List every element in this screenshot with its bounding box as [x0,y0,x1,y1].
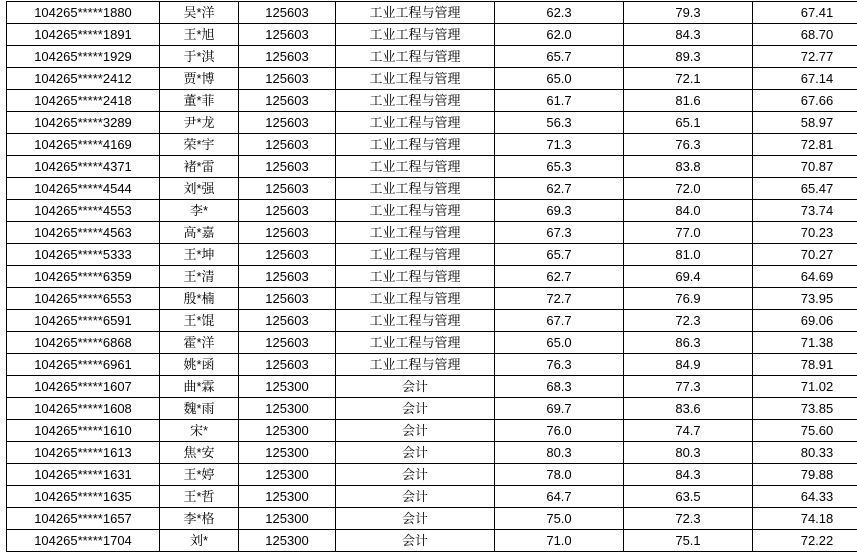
cell-total: 64.69 [753,266,857,288]
cell-name: 霍*洋 [160,332,239,354]
cell-name: 李* [160,200,239,222]
cell-name: 魏*雨 [160,398,239,420]
cell-major-code: 125603 [239,156,336,178]
cell-major-code: 125603 [239,288,336,310]
cell-score2: 63.5 [624,486,753,508]
table-row [7,310,857,332]
cell-score2: 65.1 [624,112,753,134]
cell-score2: 72.0 [624,178,753,200]
cell-score1: 76.3 [495,354,624,376]
cell-score2: 84.3 [624,24,753,46]
cell-major-code: 125603 [239,24,336,46]
cell-candidate-id: 104265*****6961 [7,354,160,376]
table-row [7,200,857,222]
cell-score1: 62.3 [495,2,624,24]
cell-major-name: 工业工程与管理 [336,310,495,332]
cell-candidate-id: 104265*****1631 [7,464,160,486]
cell-major-name: 工业工程与管理 [336,68,495,90]
cell-name: 殷*楠 [160,288,239,310]
cell-score1: 69.7 [495,398,624,420]
cell-major-code: 125603 [239,90,336,112]
cell-total: 73.95 [753,288,857,310]
cell-name: 王*清 [160,266,239,288]
cell-total: 75.60 [753,420,857,442]
cell-candidate-id: 104265*****5333 [7,244,160,266]
cell-candidate-id: 104265*****6591 [7,310,160,332]
cell-name: 荣*宇 [160,134,239,156]
cell-major-name: 会计 [336,464,495,486]
cell-score2: 81.0 [624,244,753,266]
cell-score1: 71.3 [495,134,624,156]
cell-score1: 71.0 [495,530,624,552]
cell-total: 72.77 [753,46,857,68]
cell-total: 67.41 [753,2,857,24]
cell-candidate-id: 104265*****1610 [7,420,160,442]
cell-major-name: 工业工程与管理 [336,222,495,244]
cell-candidate-id: 104265*****1880 [7,2,160,24]
table-row [7,156,857,178]
cell-candidate-id: 104265*****1607 [7,376,160,398]
cell-candidate-id: 104265*****1613 [7,442,160,464]
cell-score1: 76.0 [495,420,624,442]
table-row [7,134,857,156]
table-row [7,2,857,24]
cell-major-code: 125603 [239,332,336,354]
cell-score2: 76.9 [624,288,753,310]
cell-score2: 84.3 [624,464,753,486]
table-row [7,266,857,288]
cell-score2: 72.3 [624,310,753,332]
cell-score1: 62.0 [495,24,624,46]
cell-candidate-id: 104265*****4544 [7,178,160,200]
cell-score1: 80.3 [495,442,624,464]
cell-major-code: 125603 [239,68,336,90]
cell-name: 刘* [160,530,239,552]
table-row [7,222,857,244]
cell-candidate-id: 104265*****2412 [7,68,160,90]
cell-score2: 76.3 [624,134,753,156]
cell-score1: 65.0 [495,68,624,90]
cell-score2: 79.3 [624,2,753,24]
cell-major-code: 125603 [239,200,336,222]
table-row [7,354,857,376]
cell-score1: 75.0 [495,508,624,530]
table-row [7,24,857,46]
score-table-sheet [0,1,857,496]
table-row [7,508,857,530]
cell-candidate-id: 104265*****6868 [7,332,160,354]
table-row [7,288,857,310]
table-row [7,464,857,486]
table-row [7,442,857,464]
cell-candidate-id: 104265*****4553 [7,200,160,222]
cell-major-name: 工业工程与管理 [336,2,495,24]
cell-name: 吴*洋 [160,2,239,24]
cell-score2: 74.7 [624,420,753,442]
cell-name: 褚*雷 [160,156,239,178]
cell-major-name: 会计 [336,508,495,530]
cell-major-name: 工业工程与管理 [336,200,495,222]
cell-major-name: 工业工程与管理 [336,112,495,134]
cell-score1: 61.7 [495,90,624,112]
cell-score2: 83.6 [624,398,753,420]
cell-score1: 68.3 [495,376,624,398]
cell-name: 刘*强 [160,178,239,200]
cell-name: 曲*霖 [160,376,239,398]
cell-candidate-id: 104265*****4563 [7,222,160,244]
cell-total: 71.38 [753,332,857,354]
cell-total: 71.02 [753,376,857,398]
cell-candidate-id: 104265*****1929 [7,46,160,68]
cell-major-name: 工业工程与管理 [336,288,495,310]
cell-name: 王*婷 [160,464,239,486]
cell-total: 68.70 [753,24,857,46]
cell-name: 王*馄 [160,310,239,332]
cell-total: 72.22 [753,530,857,552]
table-row [7,244,857,266]
cell-major-code: 125603 [239,178,336,200]
cell-score1: 69.3 [495,200,624,222]
cell-major-name: 工业工程与管理 [336,156,495,178]
cell-name: 尹*龙 [160,112,239,134]
cell-score2: 77.0 [624,222,753,244]
cell-major-code: 125603 [239,310,336,332]
cell-score2: 69.4 [624,266,753,288]
cell-score2: 72.3 [624,508,753,530]
cell-total: 69.06 [753,310,857,332]
cell-score2: 84.0 [624,200,753,222]
cell-candidate-id: 104265*****4371 [7,156,160,178]
cell-total: 65.47 [753,178,857,200]
cell-score2: 75.1 [624,530,753,552]
cell-total: 58.97 [753,112,857,134]
cell-candidate-id: 104265*****1657 [7,508,160,530]
cell-score2: 81.6 [624,90,753,112]
table-row [7,530,857,552]
cell-major-name: 工业工程与管理 [336,178,495,200]
cell-score1: 62.7 [495,266,624,288]
cell-major-name: 会计 [336,486,495,508]
table-row [7,46,857,68]
cell-major-name: 会计 [336,530,495,552]
cell-major-code: 125300 [239,508,336,530]
cell-major-code: 125603 [239,244,336,266]
cell-score2: 72.1 [624,68,753,90]
cell-total: 64.33 [753,486,857,508]
cell-major-code: 125300 [239,486,336,508]
admission-score-table [6,1,857,552]
cell-score2: 83.8 [624,156,753,178]
cell-score1: 62.7 [495,178,624,200]
cell-major-code: 125603 [239,266,336,288]
cell-name: 焦*安 [160,442,239,464]
cell-score1: 65.0 [495,332,624,354]
cell-score1: 65.7 [495,46,624,68]
cell-candidate-id: 104265*****1704 [7,530,160,552]
cell-name: 王*旭 [160,24,239,46]
cell-score1: 67.3 [495,222,624,244]
cell-major-name: 工业工程与管理 [336,134,495,156]
table-row [7,90,857,112]
cell-candidate-id: 104265*****1635 [7,486,160,508]
cell-major-name: 工业工程与管理 [336,354,495,376]
cell-major-name: 工业工程与管理 [336,46,495,68]
cell-name: 姚*函 [160,354,239,376]
cell-name: 王*坤 [160,244,239,266]
cell-score1: 72.7 [495,288,624,310]
cell-major-code: 125603 [239,112,336,134]
cell-name: 李*格 [160,508,239,530]
cell-total: 78.91 [753,354,857,376]
cell-score2: 77.3 [624,376,753,398]
cell-name: 于*淇 [160,46,239,68]
cell-score2: 89.3 [624,46,753,68]
cell-major-code: 125300 [239,398,336,420]
cell-total: 74.18 [753,508,857,530]
cell-major-code: 125603 [239,222,336,244]
table-row [7,486,857,508]
cell-candidate-id: 104265*****4169 [7,134,160,156]
cell-total: 73.85 [753,398,857,420]
cell-total: 70.87 [753,156,857,178]
cell-total: 67.66 [753,90,857,112]
cell-total: 79.88 [753,464,857,486]
cell-score1: 56.3 [495,112,624,134]
cell-major-name: 工业工程与管理 [336,332,495,354]
table-row [7,178,857,200]
table-body [7,2,857,552]
cell-total: 70.23 [753,222,857,244]
cell-candidate-id: 104265*****6553 [7,288,160,310]
cell-major-code: 125603 [239,2,336,24]
cell-score2: 84.9 [624,354,753,376]
cell-name: 宋* [160,420,239,442]
cell-score2: 80.3 [624,442,753,464]
cell-major-name: 会计 [336,376,495,398]
cell-major-name: 工业工程与管理 [336,266,495,288]
cell-name: 董*菲 [160,90,239,112]
cell-major-code: 125300 [239,442,336,464]
cell-major-code: 125300 [239,530,336,552]
cell-score1: 67.7 [495,310,624,332]
cell-total: 70.27 [753,244,857,266]
cell-major-name: 工业工程与管理 [336,244,495,266]
table-row [7,376,857,398]
cell-major-code: 125603 [239,134,336,156]
cell-score1: 64.7 [495,486,624,508]
cell-major-code: 125300 [239,464,336,486]
cell-major-name: 工业工程与管理 [336,90,495,112]
cell-major-name: 会计 [336,420,495,442]
cell-name: 高*嘉 [160,222,239,244]
cell-major-code: 125603 [239,354,336,376]
cell-name: 贾*博 [160,68,239,90]
cell-total: 73.74 [753,200,857,222]
table-row [7,68,857,90]
cell-candidate-id: 104265*****2418 [7,90,160,112]
cell-score1: 65.7 [495,244,624,266]
table-row [7,398,857,420]
table-row [7,420,857,442]
cell-major-code: 125603 [239,46,336,68]
cell-candidate-id: 104265*****1891 [7,24,160,46]
cell-name: 王*哲 [160,486,239,508]
table-row [7,112,857,134]
cell-major-name: 会计 [336,442,495,464]
cell-candidate-id: 104265*****3289 [7,112,160,134]
cell-total: 80.33 [753,442,857,464]
cell-score1: 65.3 [495,156,624,178]
cell-major-code: 125300 [239,420,336,442]
cell-major-code: 125300 [239,376,336,398]
cell-candidate-id: 104265*****6359 [7,266,160,288]
cell-score1: 78.0 [495,464,624,486]
cell-score2: 86.3 [624,332,753,354]
cell-candidate-id: 104265*****1608 [7,398,160,420]
cell-total: 67.14 [753,68,857,90]
cell-total: 72.81 [753,134,857,156]
cell-major-name: 会计 [336,398,495,420]
table-row [7,332,857,354]
cell-major-name: 工业工程与管理 [336,24,495,46]
